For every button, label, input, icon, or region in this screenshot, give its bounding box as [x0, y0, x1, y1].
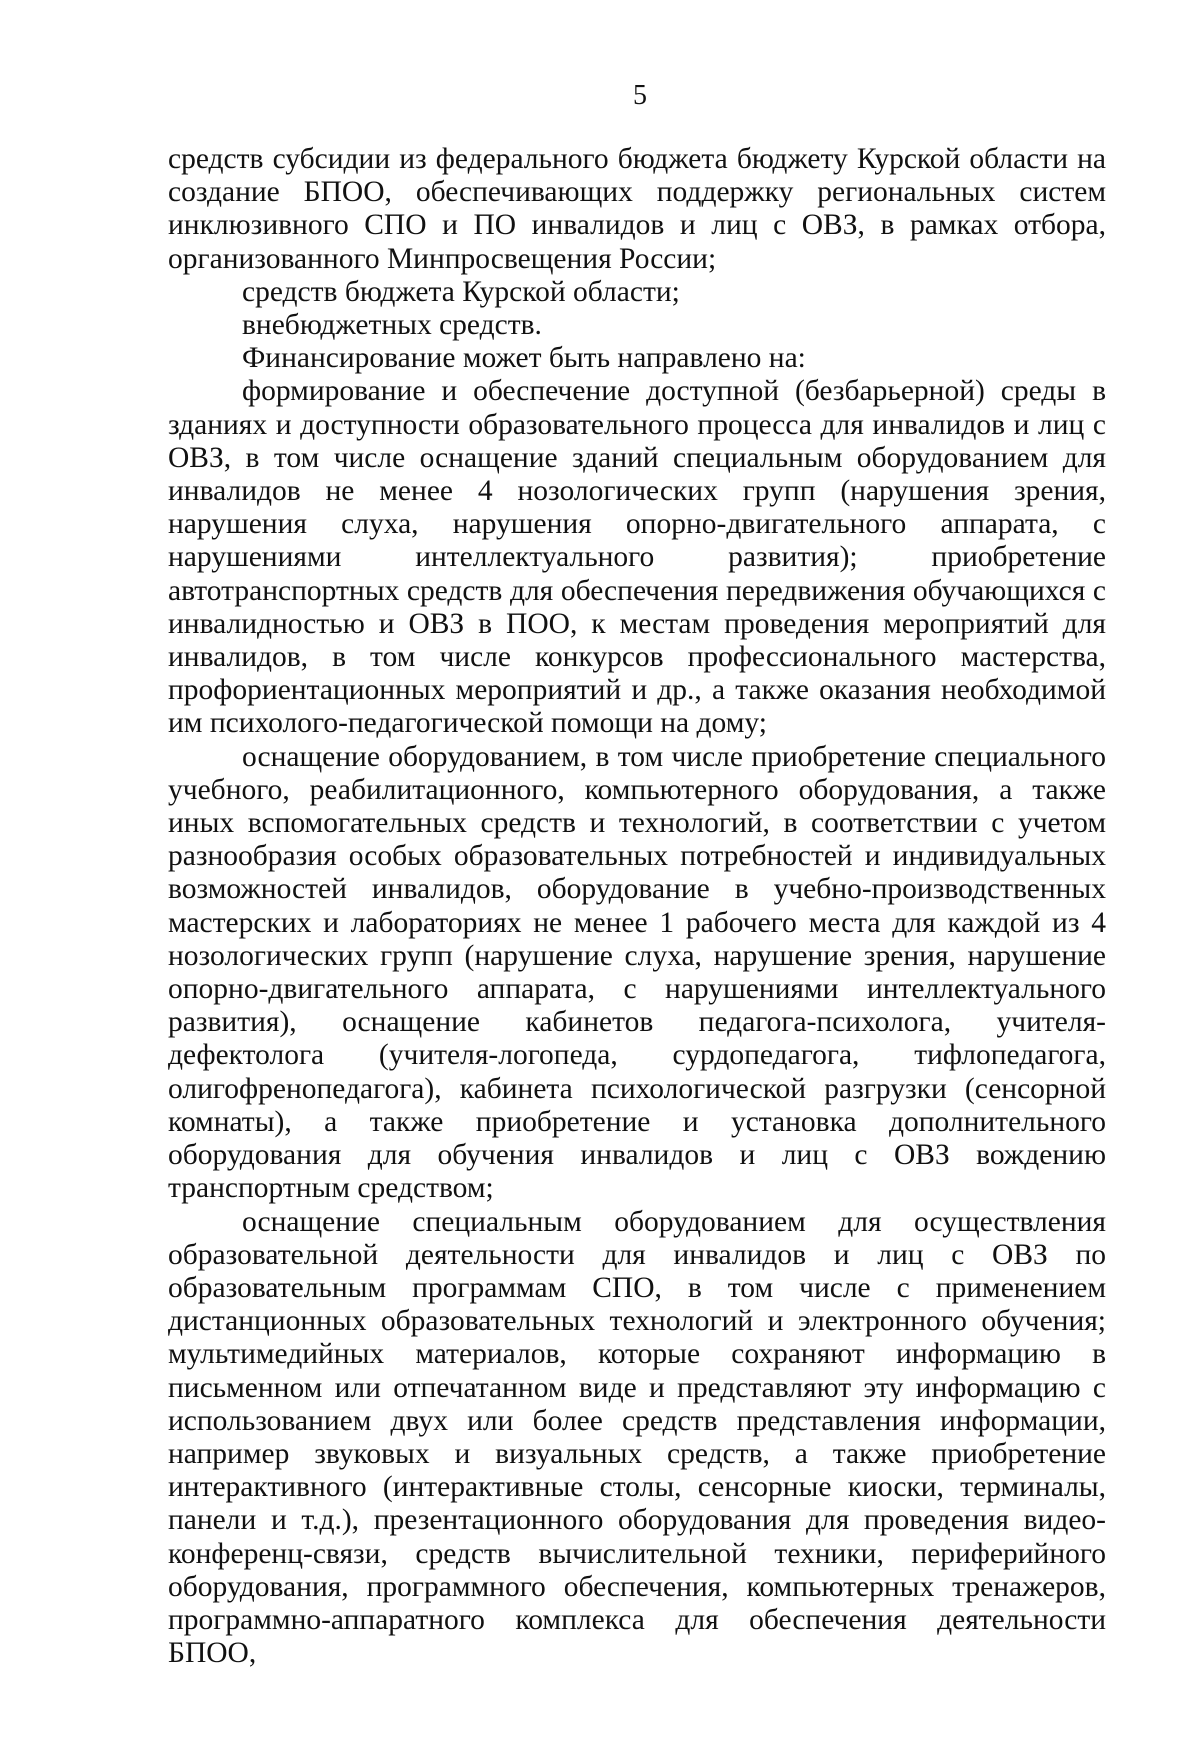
- paragraph-special-equipment: оснащение специальным оборудованием для осуществления образовательной деятельности для инвалидов и лиц с ОВЗ по образовательным программам СПО, в том числе с применением дистанционных образовательных технологий и электронного обучения; мультимедийных материалов, которые сохраняют информацию в письменном или отпечатанном виде и представляют эту информацию с использованием двух или более средств представления информации, например звуковых и визуальных средств, а также приобретение интерактивного (интерактивные столы, сенсорные киоски, терминалы, панели и т.д.), презентационного оборудования для проведения видео-конференц-связи, средств вычислительной техники, периферийного оборудования, программного обеспечения, компьютерных тренажеров, программно-аппаратного комплекса для обеспечения деятельности БПОО,: [168, 1205, 1106, 1670]
- paragraph-regional-budget: средств бюджета Курской области;: [242, 275, 680, 308]
- paragraph-extrabudgetary: внебюджетных средств.: [242, 309, 542, 342]
- paragraph-equipment: оснащение оборудованием, в том числе приобретение специального учебного, реабилитационного, компьютерного оборудования, а также иных вспомогательных средств и технологий, в соответствии с учетом разнообразия особых образовательных потребностей и индивидуальных возможностей инвалидов, оборудование в учебно-производственных мастерских и лабораториях не менее 1 рабочего места для каждой из 4 нозологических групп (нарушение слуха, нарушение зрения, нарушение опорно-двигательного аппарата, с нарушениями интеллектуального развития), оснащение кабинетов педагога-психолога, учителя-дефектолога (учителя-логопеда, сурдопедагога, тифлопедагога, олигофренопедагога), кабинета психологической разгрузки (сенсорной комнаты), а также приобретение и установка дополнительного оборудования для обучения инвалидов и лиц с ОВЗ вождению транспортным средством;: [168, 740, 1106, 1205]
- paragraph-subsidy-continuation: средств субсидии из федерального бюджета бюджету Курской области на создание БПОО, обеспечивающих поддержку региональных систем инклюзивного СПО и ПО инвалидов и лиц с ОВЗ, в рамках отбора, организованного Минпросвещения России;: [168, 143, 1106, 275]
- document-body: [168, 143, 1106, 1670]
- paragraph-barrier-free-environment: формирование и обеспечение доступной (безбарьерной) среды в зданиях и доступности образовательного процесса для инвалидов и лиц с ОВЗ, в том числе оснащение зданий специальным оборудованием для инвалидов не менее 4 нозологических групп (нарушения зрения, нарушения слуха, нарушения опорно-двигательного аппарата, с нарушениями интеллектуального развития); приобретение автотранспортных средств для обеспечения передвижения обучающихся с инвалидностью и ОВЗ в ПОО, к местам проведения мероприятий для инвалидов, в том числе конкурсов профессионального мастерства, профориентационных мероприятий и др., а также оказания необходимой им психолого-педагогической помощи на дому;: [168, 375, 1106, 740]
- page-number: 5: [633, 80, 647, 111]
- paragraph-financing-intro: Финансирование может быть направлено на:: [242, 342, 806, 375]
